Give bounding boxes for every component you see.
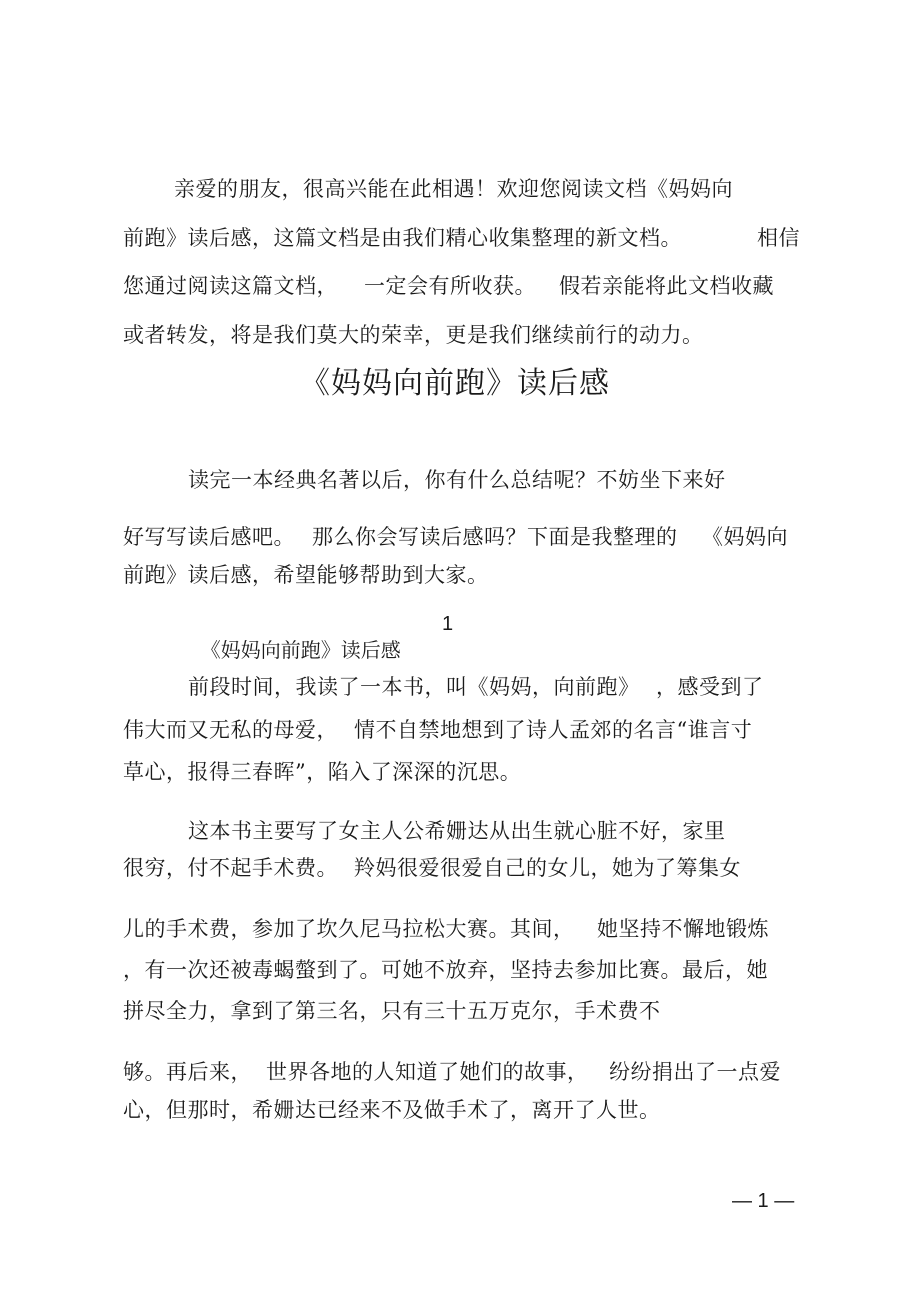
para3-line-2a: 很穷，付不起手术费。	[123, 856, 338, 880]
document-title: 《妈妈向前跑》读后感	[300, 366, 610, 401]
para2-line-2a: 伟大而又无私的母爱，	[123, 718, 338, 742]
intro-line-3c: 假若亲能将此文档收藏	[559, 274, 774, 298]
para3-line-4: ，有一次还被毒蝎螫到了。可她不放弃，坚持去参加比赛。最后，她	[123, 958, 768, 982]
section-subtitle-number: 1	[442, 613, 454, 635]
intro-line-4: 或者转发，将是我们莫大的荣幸，更是我们继续前行的动力。	[123, 323, 704, 347]
para2-line-3: 草心，报得三春晖”，陷入了深深的沉思。	[123, 760, 522, 784]
para3-line-1: 这本书主要写了女主人公希姗达从出生就心脏不好，家里	[188, 819, 726, 843]
page-number: — 1 —	[732, 1190, 795, 1212]
para3-line-3b: 她坚持不懈地锻炼	[597, 917, 769, 941]
para2-line-1a: 前段时间，我读了一本书，叫《妈妈，向前跑》	[188, 675, 640, 699]
section-subtitle-text: 《妈妈向前跑》读后感	[200, 638, 401, 662]
intro-line-3a: 您通过阅读这篇文档，	[123, 274, 338, 298]
para3-line-2b: 羚妈很爱很爱自己的女儿，她为了筹集女	[354, 856, 741, 880]
intro-line-3b: 一定会有所收获。	[364, 274, 536, 298]
para3-line-6a: 够。再后来，	[123, 1060, 252, 1084]
para2-line-1b: ，感受到了	[656, 675, 764, 699]
para3-line-6c: 纷纷捐出了一点爱	[609, 1060, 781, 1084]
intro-line-1: 亲爱的朋友，很高兴能在此相遇！欢迎您阅读文档《妈妈向	[174, 177, 733, 201]
para1-line-2c: 《妈妈向	[702, 525, 788, 549]
para3-line-6b: 世界各地的人知道了她们的故事，	[266, 1060, 589, 1084]
para3-line-7: 心，但那时，希姗达已经来不及做手术了，离开了人世。	[123, 1098, 661, 1122]
intro-line-2b: 相信	[757, 226, 800, 250]
para1-line-1: 读完一本经典名著以后，你有什么总结呢？不妨坐下来好	[188, 468, 726, 492]
section-subtitle	[188, 611, 401, 663]
para1-line-2a: 好写写读后感吧。	[123, 525, 295, 549]
para1-line-2b: 那么你会写读后感吗？下面是我整理的	[312, 525, 678, 549]
para2-line-2b: 情不自禁地想到了诗人孟郊的名言“谁言寸	[354, 718, 753, 742]
para3-line-5: 拼尽全力，拿到了第三名，只有三十五万克尔，手术费不	[123, 999, 661, 1023]
intro-line-2: 前跑》读后感，这篇文档是由我们精心收集整理的新文档。	[123, 226, 682, 250]
para1-line-3: 前跑》读后感，希望能够帮助到大家。	[123, 563, 489, 587]
para3-line-3a: 儿的手术费，参加了坎久尼马拉松大赛。其间，	[123, 917, 575, 941]
